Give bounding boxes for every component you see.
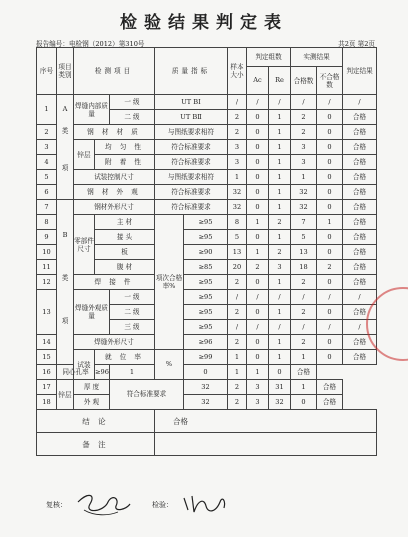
header-quality: 质量指标	[155, 48, 228, 95]
group-zinc-layer: 锌层	[74, 140, 95, 170]
table-row: 9 接 头 ≥95 5 0 1 5 0 合格	[37, 230, 377, 245]
header-judge-group: 判定组数	[247, 48, 291, 67]
header-item: 检测项目	[74, 48, 155, 95]
table-row: 三 级 ≥95 / / / / / /	[37, 320, 377, 335]
group-weld-visual: 焊缝外观质量	[74, 290, 110, 335]
category-a-letter: A	[57, 95, 74, 125]
column-rate-label: 项次合格率%	[155, 215, 184, 350]
table-row: 1 A 焊缝内部质量 一 级 UT BⅠ / / / / / /	[37, 95, 377, 110]
header-re: Re	[269, 67, 291, 95]
remarks-row	[37, 433, 377, 456]
remarks-label: 备 注	[37, 433, 155, 456]
table-row: 16 同心孔率 ≥96 1 0 1 1 0 合格	[37, 365, 377, 380]
table-row: 6 钢 材 外 观 符合标准要求 32 0 1 32 0 合格	[37, 185, 377, 200]
table-row: 5 试装控制尺寸 与图纸要求相符 1 0 1 1 0 合格	[37, 170, 377, 185]
header-seq: 序号	[37, 48, 57, 95]
table-row: 二 级 ≥95 2 0 1 2 0 合格	[37, 305, 377, 320]
table-row: 11 腹 材 ≥85 20 2 3 18 2 合格	[37, 260, 377, 275]
inspector-signature	[178, 490, 230, 520]
category-a-lei-xiang: 类 项	[57, 125, 74, 200]
report-number: 报告编号：电检钢（2012）第310号	[36, 40, 145, 48]
table-row: 10 板 ≥90 13 1 2 13 0 合格	[37, 245, 377, 260]
header-result-group: 实测结果	[291, 48, 343, 67]
table-row: 3 锌层 均 匀 性 符合标准要求 3 0 1 3 0 合格	[37, 140, 377, 155]
table-row: 7 B 类 项 钢材外形尺寸 符合标准要求 32 0 1 32 0 合格	[37, 200, 377, 215]
header-sample: 样本大小	[228, 48, 247, 95]
reviewer-signature	[74, 490, 134, 520]
remarks-value	[155, 433, 377, 456]
table-row: 18 外 观 32 2 3 32 0 合格	[37, 395, 377, 410]
percent-label: %	[155, 350, 184, 380]
table-row: 13 焊缝外观质量 一 级 ≥95 / / / / / /	[37, 290, 377, 305]
table-row: 8 零部件尺寸 主 材 项次合格率% ≥95 8 1 2 7 1 合格	[37, 215, 377, 230]
conclusion-row	[37, 410, 377, 433]
document-title: 检验结果判定表	[120, 13, 288, 33]
table-row: 二 级 UT BⅡ 2 0 1 2 0 合格	[37, 110, 377, 125]
group-weld-internal: 焊缝内部质量	[74, 95, 110, 125]
reviewer-label: 复核：	[46, 501, 67, 509]
group-parts-size: 零部件尺寸	[74, 215, 95, 275]
header-fail-count: 不合格数	[317, 67, 343, 95]
group-trial-assembly: 试装	[74, 350, 95, 380]
conclusion-value: 合格	[155, 410, 377, 433]
table-row: 14 焊缝外形尺寸 ≥96 2 0 1 2 0 合格	[37, 335, 377, 350]
category-b: B 类 项	[57, 200, 74, 365]
inspector-label: 检验：	[152, 501, 173, 509]
table-row: 12 焊 接 件 ≥95 2 0 1 2 0 合格	[37, 275, 377, 290]
table-row: 4 附 着 性 符合标准要求 3 0 1 3 0 合格	[37, 155, 377, 170]
header-ac: Ac	[247, 67, 269, 95]
header-category: 项目类别	[57, 48, 74, 95]
header-verdict: 判定结果	[343, 48, 377, 95]
table-row: 2 类 项 钢 材 材 质 与图纸要求相符 2 0 1 2 0 合格	[37, 125, 377, 140]
result-table	[36, 47, 377, 456]
conclusion-label: 结 论	[37, 410, 155, 433]
page-info: 共2页 第2页	[338, 40, 375, 48]
table-row: 15 试装 就 位 率 % ≥99 1 0 1 1 0 合格	[37, 350, 377, 365]
header-pass-count: 合格数	[291, 67, 317, 95]
table-row: 17 锌层 厚 度 符合标准要求 32 2 3 31 1 合格	[37, 380, 377, 395]
group-zinc-layer-2: 锌层	[57, 380, 74, 410]
